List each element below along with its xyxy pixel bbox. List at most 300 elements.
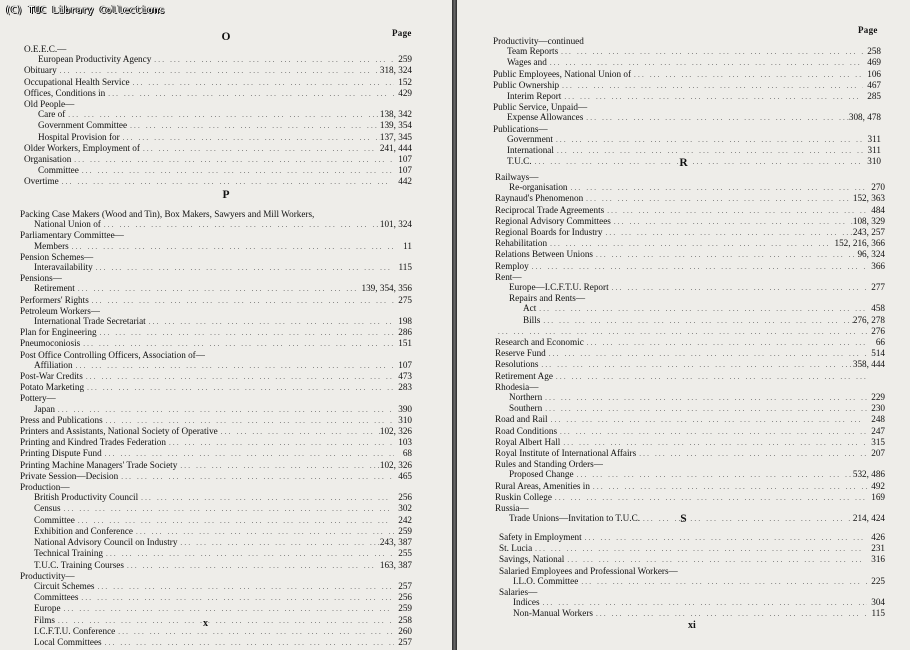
leader-dots [532, 544, 867, 554]
index-entry [20, 526, 412, 537]
entry-label: Public Ownership [493, 79, 560, 90]
entry-label: Wages and [507, 57, 547, 68]
leader-dots [65, 110, 380, 120]
index-entry [24, 109, 412, 120]
index-entry [495, 448, 885, 459]
leader-dots [568, 183, 867, 193]
index-entry [20, 230, 412, 240]
index-entry [24, 65, 412, 76]
index-entry [495, 172, 885, 182]
index-list-s [499, 532, 885, 620]
index-entry [495, 205, 885, 216]
entry-pages: 169 [871, 491, 885, 502]
section-letter-p: P [222, 189, 230, 201]
entry-label: Government Committee [38, 120, 128, 131]
index-entry [20, 426, 412, 437]
index-entry [495, 227, 885, 238]
index-list-p [20, 209, 412, 648]
entry-label: Resolutions [495, 359, 539, 370]
leader-dots [84, 383, 394, 393]
index-entry [495, 282, 885, 293]
left-page [0, 0, 452, 650]
entry-pages: 66 [875, 337, 885, 348]
index-entry [20, 581, 412, 592]
entry-label: International Trade Secretariat [34, 316, 146, 327]
entry-pages: 492 [871, 480, 885, 491]
entry-pages: 257 [398, 580, 412, 591]
entry-pages: 304 [871, 597, 885, 608]
entry-pages: 310 [398, 414, 412, 425]
index-entry [499, 587, 885, 597]
entry-label: Indices [513, 597, 540, 608]
entry-pages: 242 [398, 514, 412, 525]
index-entry [495, 437, 885, 448]
entry-label: Rural Areas, Amenities in [495, 480, 590, 491]
leader-dots [552, 493, 867, 503]
entry-label: I.C.F.T.U. Conference [34, 625, 116, 636]
leader-dots [540, 598, 867, 608]
entry-label: International [507, 145, 554, 156]
entry-label: Non-Manual Workers [513, 608, 593, 619]
leader-dots [593, 250, 857, 260]
index-entry [493, 145, 881, 156]
index-entry [24, 165, 412, 176]
leader-dots [133, 527, 394, 537]
entry-label: Old People— [24, 99, 75, 110]
entry-label: Northern [509, 392, 543, 403]
entry-pages: 106 [867, 68, 881, 79]
entry-pages: 458 [871, 303, 885, 314]
entry-label: Committee [38, 165, 79, 176]
page-number-left: x [203, 618, 208, 629]
entry-label: Older Workers, Employment of [24, 142, 140, 153]
index-entry [20, 371, 412, 382]
entry-label: T.U.C. [507, 156, 532, 167]
index-entry [20, 482, 412, 492]
index-entry [24, 132, 412, 143]
entry-pages: 259 [398, 54, 412, 65]
entry-pages: 102, 326 [379, 426, 412, 437]
entry-label: Regional Advisory Committees [495, 215, 611, 226]
index-entry [20, 503, 412, 514]
leader-dots [495, 327, 867, 337]
entry-pages: 241, 444 [379, 142, 412, 153]
index-entry [495, 392, 885, 403]
index-entry [495, 481, 885, 492]
entry-label: Press and Publications [20, 414, 103, 425]
index-entry [495, 182, 885, 193]
entry-label: Potato Marketing [20, 382, 85, 393]
entry-pages: 243, 387 [379, 537, 412, 548]
leader-dots [636, 449, 867, 459]
leader-dots [130, 78, 394, 88]
leader-dots [115, 627, 394, 637]
entry-pages: 137, 345 [379, 131, 412, 142]
leader-dots [78, 593, 394, 603]
entry-label: Committee [34, 514, 75, 525]
entry-label: Hospital Provision for [38, 131, 120, 142]
index-entry [493, 46, 881, 57]
entry-pages: 257 [398, 636, 412, 647]
leader-dots [102, 638, 394, 648]
index-entry [20, 327, 412, 338]
index-entry [495, 293, 885, 303]
entry-pages: 270 [871, 182, 885, 193]
entry-pages: 358, 444 [852, 359, 885, 370]
index-entry [495, 193, 885, 204]
entry-pages: 152, 216, 366 [834, 238, 885, 249]
entry-pages: 163, 387 [379, 559, 412, 570]
leader-dots [578, 577, 867, 587]
index-entry [495, 426, 885, 437]
entry-label: Occupational Health Service [24, 76, 130, 87]
entry-label: St. Lucia [499, 543, 533, 554]
section-letter-s: S [680, 513, 687, 525]
page-column-heading: Page [858, 25, 878, 35]
entry-pages: 484 [871, 204, 885, 215]
entry-pages: 247 [871, 425, 885, 436]
entry-label: Plan for Engineering [20, 327, 97, 338]
entry-label: Rhodesia— [495, 381, 539, 392]
entry-label: Europe—I.C.F.T.U. Report [509, 282, 609, 293]
entry-label: Repairs and Rents— [509, 293, 586, 304]
index-entry [20, 360, 412, 371]
index-entry [495, 272, 885, 282]
entry-label: Affiliation [34, 359, 73, 370]
entry-label: Printing Machine Managers' Trade Society [20, 459, 178, 470]
entry-label: Road Conditions [495, 425, 558, 436]
entry-label: Railways— [495, 172, 539, 182]
index-entry [493, 134, 881, 145]
entry-label: Royal Institute of International Affairs [495, 448, 637, 459]
leader-dots [538, 360, 852, 370]
entry-label: Publications— [493, 123, 548, 134]
leader-dots [124, 561, 380, 571]
copyright-watermark: (C) TUC Library Collections [5, 5, 165, 16]
entry-label: Act [523, 303, 537, 314]
index-entry [20, 492, 412, 503]
entry-label: O.E.E.C.— [24, 44, 67, 54]
entry-pages: 115 [871, 608, 885, 619]
leader-dots [94, 582, 394, 592]
entry-label: Census [34, 503, 61, 514]
index-entry [495, 503, 885, 513]
entry-label: Proposed Change [509, 469, 574, 480]
index-entry [495, 315, 885, 326]
entry-label: Bills [523, 314, 541, 325]
index-entry [495, 371, 885, 382]
entry-label: European Productivity Agency [38, 54, 152, 65]
entry-label: Members [34, 240, 69, 251]
entry-label: Performers' Rights [20, 294, 89, 305]
index-entry [20, 615, 412, 626]
entry-label: Pneumoconiosis [20, 338, 81, 349]
leader-dots [61, 604, 394, 614]
leader-dots [83, 372, 394, 382]
entry-label: National Union of [34, 219, 101, 230]
entry-pages: 258 [867, 46, 881, 57]
entry-pages: 302 [398, 503, 412, 514]
entry-label: Royal Albert Hall [495, 436, 561, 447]
entry-pages: 255 [398, 548, 412, 559]
index-entry [24, 88, 412, 99]
leader-dots [166, 438, 394, 448]
index-entry [495, 403, 885, 414]
entry-pages: 259 [398, 603, 412, 614]
entry-label: I.L.O. Committee [513, 575, 579, 586]
entry-label: Rent— [495, 271, 522, 282]
entry-label: Interim Report [507, 91, 562, 102]
leader-dots [59, 177, 394, 187]
leader-dots [118, 472, 394, 482]
index-entry [495, 348, 885, 359]
entry-label: Petroleum Workers— [20, 305, 100, 316]
entry-label: Productivity— [20, 570, 75, 581]
leader-dots [611, 217, 853, 227]
leader-dots [71, 155, 394, 165]
entry-pages: 469 [867, 57, 881, 68]
index-entry [495, 382, 885, 392]
leader-dots [138, 493, 394, 503]
entry-label: Relations Between Unions [495, 249, 593, 260]
leader-dots [218, 427, 380, 437]
leader-dots [105, 89, 394, 99]
entry-label: Care of [38, 109, 66, 120]
page-number-right: xi [688, 620, 696, 631]
index-entry [20, 404, 412, 415]
entry-pages: 315 [871, 436, 885, 447]
index-entry [20, 471, 412, 482]
leader-dots [582, 533, 867, 543]
leader-dots [559, 81, 863, 91]
index-entry [24, 154, 412, 165]
entry-label: Exhibition and Conference [34, 525, 133, 536]
entry-pages: 11 [403, 240, 412, 251]
leader-dots [609, 283, 867, 293]
leader-dots [93, 263, 394, 273]
entry-pages: 256 [398, 592, 412, 603]
entry-label: Research and Economic [495, 337, 584, 348]
entry-label: Reciprocal Trade Agreements [495, 204, 605, 215]
index-entry [20, 316, 412, 327]
leader-dots [177, 461, 380, 471]
entry-pages: 258 [398, 614, 412, 625]
leader-dots [583, 194, 853, 204]
entry-label: Japan [34, 403, 55, 414]
leader-dots [547, 239, 834, 249]
entry-pages: 101, 324 [379, 219, 412, 230]
index-entry [20, 382, 412, 393]
leader-dots [553, 372, 867, 382]
entry-pages: 256 [398, 492, 412, 503]
entry-label: Pension Schemes— [20, 251, 94, 262]
entry-label: Organisation [24, 154, 72, 165]
entry-label: Printers and Assistants, National Society of Operative [20, 426, 218, 437]
entry-pages: 532, 486 [852, 469, 885, 480]
index-entry [20, 537, 412, 548]
index-entry [499, 576, 885, 587]
index-list-o [24, 44, 412, 188]
leader-dots [146, 317, 394, 327]
index-entry [499, 554, 885, 565]
entry-label: Overtime [24, 176, 59, 187]
entry-pages: 103 [398, 437, 412, 448]
entry-pages: 283 [398, 382, 412, 393]
index-entry [20, 560, 412, 571]
entry-label: Public Service, Unpaid— [493, 102, 588, 113]
entry-pages: 276, 278 [852, 314, 885, 325]
leader-dots [151, 55, 394, 65]
index-entry [493, 91, 881, 102]
index-entry [20, 448, 412, 459]
entry-label: Team Reports [507, 46, 559, 57]
entry-pages: 214, 424 [852, 513, 885, 524]
entry-label: Public Employees, National Union of [493, 68, 632, 79]
entry-label: Ruskin College [495, 491, 552, 502]
leader-dots [89, 296, 394, 306]
index-entry [495, 492, 885, 503]
entry-label: Retirement [34, 283, 75, 294]
leader-dots [57, 66, 380, 76]
entry-pages: 465 [398, 470, 412, 481]
index-entry [495, 216, 885, 227]
index-entry [495, 459, 885, 469]
entry-pages: 473 [398, 371, 412, 382]
entry-label: Raynaud's Phenomenon [495, 193, 584, 204]
page-column-heading: Page [392, 28, 412, 38]
entry-label: Productivity—continued [493, 36, 584, 46]
entry-label: Printing Dispute Fund [20, 448, 102, 459]
entry-pages: 225 [871, 575, 885, 586]
index-list-r [495, 172, 885, 525]
index-entry [20, 219, 412, 230]
entry-pages: 115 [398, 262, 412, 273]
entry-pages: 277 [871, 282, 885, 293]
index-entry [499, 543, 885, 554]
leader-dots [547, 58, 863, 68]
entry-label: Southern [509, 403, 543, 414]
leader-dots [564, 555, 867, 565]
entry-label: Safety in Employment [499, 532, 582, 542]
entry-label: Packing Case Makers (Wood and Tin), Box Makers, Sawyers and Mill Workers, [20, 209, 315, 219]
index-entry [24, 120, 412, 131]
leader-dots [560, 438, 867, 448]
entry-label: Private Session—Decision [20, 470, 119, 481]
leader-dots [80, 339, 394, 349]
entry-pages: 442 [398, 176, 412, 187]
index-entry [499, 532, 885, 543]
entry-label: Trade Unions—Invitation to T.U.C. [509, 513, 641, 524]
entry-label: National Advisory Council on Industry [34, 537, 178, 548]
entry-pages: 318, 324 [379, 65, 412, 76]
leader-dots [546, 349, 867, 359]
index-entry [493, 69, 881, 80]
index-entry [493, 57, 881, 68]
index-entry [20, 241, 412, 252]
entry-pages: 285 [867, 91, 881, 102]
entry-pages: 198 [398, 316, 412, 327]
entry-pages: 467 [867, 79, 881, 90]
entry-label: Europe [34, 603, 61, 614]
leader-dots [593, 609, 867, 619]
index-entry [20, 252, 412, 262]
entry-label: Salaries— [499, 587, 538, 598]
entry-pages: 390 [398, 403, 412, 414]
leader-dots [548, 415, 867, 425]
leader-dots [542, 404, 867, 414]
entry-label: Interavailability [34, 262, 93, 273]
leader-dots [103, 549, 394, 559]
index-entry [24, 54, 412, 65]
leader-dots [536, 304, 867, 314]
index-entry [495, 414, 885, 425]
index-entry [24, 143, 412, 154]
entry-label: T.U.C. Training Courses [34, 559, 124, 570]
entry-label: Regional Boards for Industry [495, 227, 603, 238]
index-entry [20, 306, 412, 316]
leader-dots [590, 482, 867, 492]
entry-pages: 108, 329 [852, 215, 885, 226]
leader-dots [561, 92, 863, 102]
entry-pages: 139, 354 [379, 120, 412, 131]
index-entry [24, 176, 412, 187]
entry-label: Production— [20, 482, 70, 493]
index-entry [495, 469, 885, 480]
leader-dots [140, 144, 380, 154]
entry-label: Films [34, 614, 55, 625]
index-entry [20, 637, 412, 648]
leader-dots [529, 262, 867, 272]
index-entry [493, 102, 881, 112]
entry-pages: 311 [867, 133, 881, 144]
entry-pages: 366 [871, 260, 885, 271]
right-page [457, 0, 910, 650]
index-entry [20, 273, 412, 283]
leader-dots [574, 470, 853, 480]
leader-dots [73, 361, 394, 371]
entry-label: Pensions— [20, 273, 62, 284]
leader-dots [540, 316, 852, 326]
entry-pages: 308, 478 [848, 112, 881, 123]
entry-pages: 107 [398, 165, 412, 176]
entry-pages: 243, 257 [852, 227, 885, 238]
index-entry [495, 249, 885, 260]
leader-dots [69, 242, 394, 252]
leader-dots [97, 328, 394, 338]
section-letter-o: O [221, 31, 231, 43]
leader-dots [558, 47, 863, 57]
index-entry [499, 597, 885, 608]
index-entry [24, 77, 412, 88]
leader-dots [554, 146, 863, 156]
entry-label: Printing and Kindred Trades Federation [20, 437, 166, 448]
index-entry [20, 262, 412, 273]
entry-label: Remploy [495, 260, 529, 271]
index-entry [24, 99, 412, 109]
entry-label: Parliamentary Committee— [20, 230, 124, 241]
index-list-p-continued [493, 36, 881, 167]
entry-label: Circuit Schemes [34, 580, 95, 591]
index-entry [20, 548, 412, 559]
index-entry [20, 460, 412, 471]
entry-pages: 286 [398, 327, 412, 338]
entry-pages: 259 [398, 525, 412, 536]
entry-pages: 514 [871, 348, 885, 359]
index-entry [20, 415, 412, 426]
entry-pages: 102, 326 [379, 459, 412, 470]
entry-label: Expense Allowances [507, 112, 584, 123]
index-entry [20, 603, 412, 614]
